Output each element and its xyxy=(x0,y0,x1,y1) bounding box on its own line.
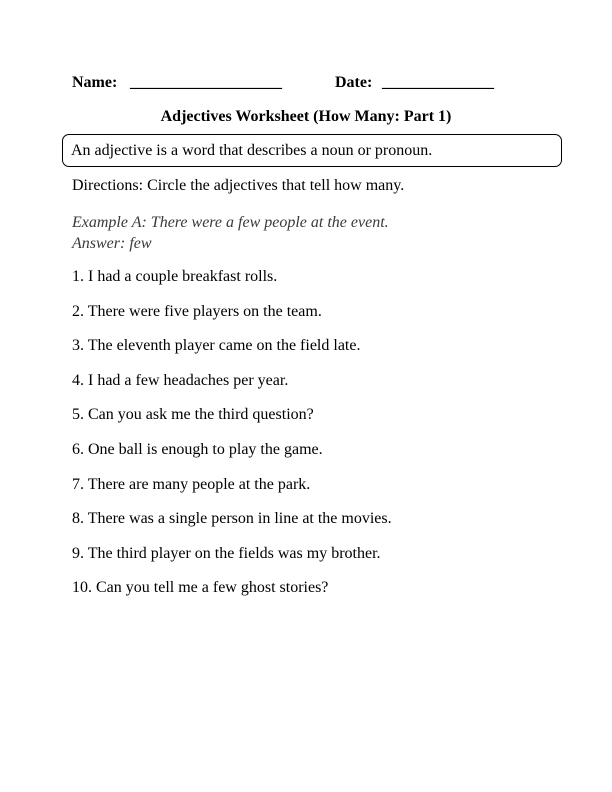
question-item: 6. One ball is enough to play the game. xyxy=(72,440,323,458)
definition-text: An adjective is a word that describes a noun or pronoun. xyxy=(71,142,433,159)
question-item: 2. There were five players on the team. xyxy=(72,302,322,320)
question-list xyxy=(72,268,392,614)
header-line xyxy=(72,74,532,96)
question-item: 4. I had a few headaches per year. xyxy=(72,371,289,389)
question-item: 1. I had a couple breakfast rolls. xyxy=(72,268,278,285)
question-item: 9. The third player on the fields was my brother. xyxy=(72,544,381,562)
question-item: 3. The eleventh player came on the field late. xyxy=(72,337,361,355)
date-blank[interactable]: ______________ xyxy=(382,74,494,91)
question-item: 7. There are many people at the park. xyxy=(72,475,311,493)
worksheet-title: Adjectives Worksheet (How Many: Part 1) xyxy=(160,108,452,125)
question-item: 10. Can you tell me a few ghost stories? xyxy=(72,579,329,597)
name-label: Name: xyxy=(72,74,118,91)
name-blank[interactable]: ___________________ xyxy=(130,74,282,91)
question-item: 5. Can you ask me the third question? xyxy=(72,406,314,424)
example-answer: Answer: few xyxy=(72,235,152,252)
directions-text: Directions: Circle the adjectives that tell how many. xyxy=(72,177,405,194)
example-block xyxy=(72,212,389,254)
definition-box xyxy=(62,134,562,167)
date-label: Date: xyxy=(335,74,373,91)
example-sentence: Example A: There were a few people at the event. xyxy=(72,214,389,231)
question-item: 8. There was a single person in line at the movies. xyxy=(72,510,392,528)
